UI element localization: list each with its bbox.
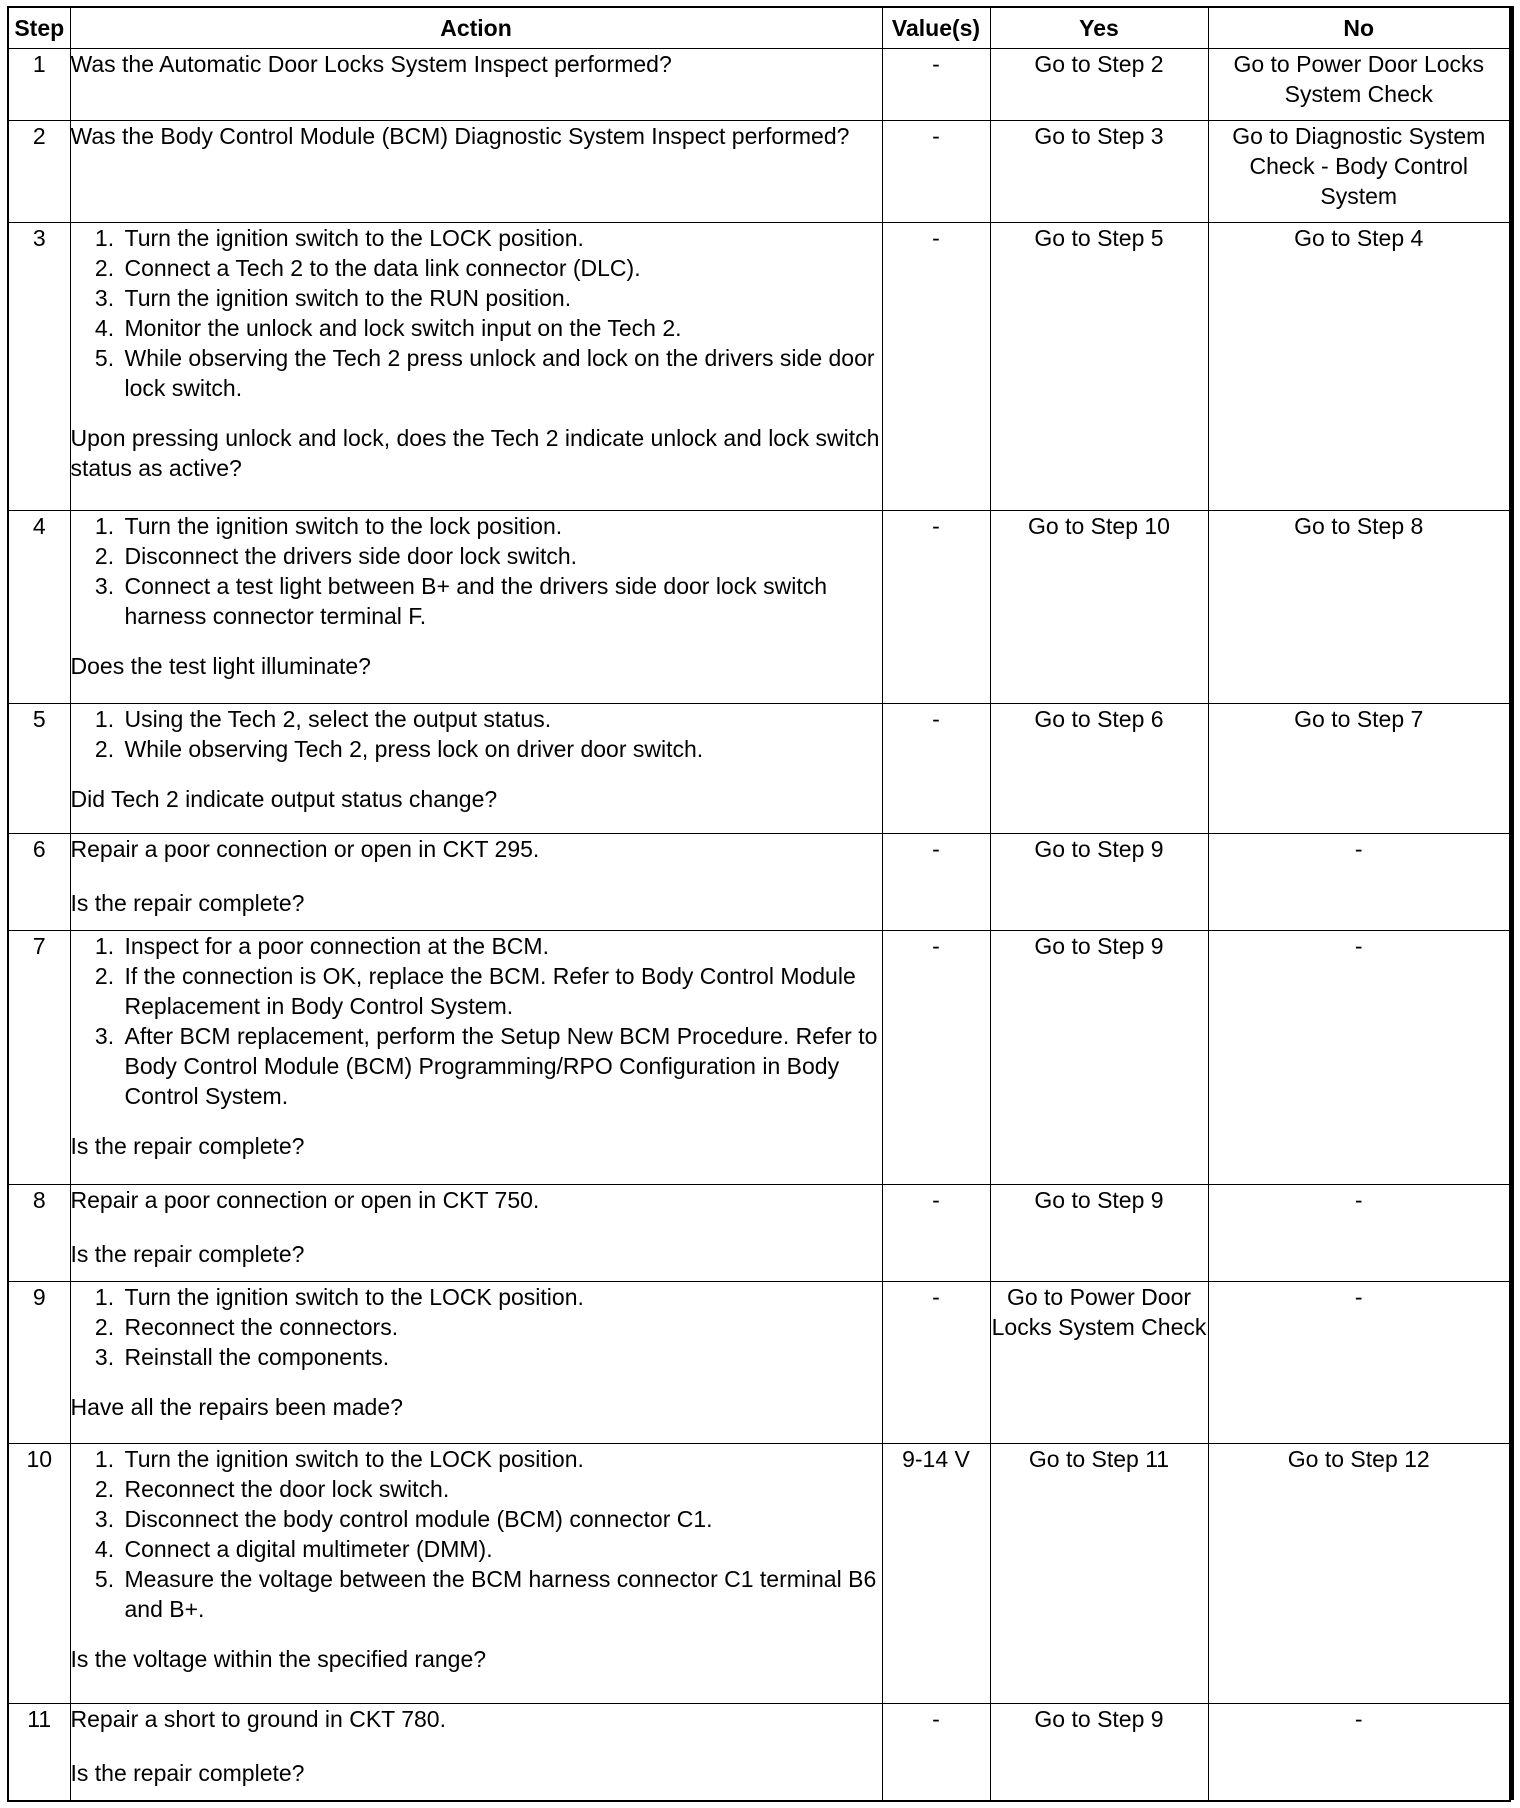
- yes-cell: Go to Step 9: [990, 1185, 1208, 1282]
- value-cell: -: [882, 121, 990, 223]
- header-yes: Yes: [990, 7, 1208, 49]
- value-cell: -: [882, 1704, 990, 1801]
- action-cell: [70, 931, 882, 1185]
- action-steps-list: [71, 511, 882, 631]
- no-cell: -: [1208, 834, 1510, 931]
- value-cell: -: [882, 834, 990, 931]
- list-item: 1. Turn the ignition switch to the LOCK position.: [121, 223, 882, 253]
- action-question: Is the voltage within the specified range?: [70, 1646, 487, 1672]
- header-no: No: [1208, 7, 1510, 49]
- step-number: 8: [8, 1185, 70, 1282]
- value-cell: -: [882, 49, 990, 121]
- list-item: 1. Turn the ignition switch to the LOCK position.: [121, 1282, 882, 1312]
- step-number: 2: [8, 121, 70, 223]
- no-cell: Go to Step 4: [1208, 223, 1510, 511]
- step-number: 5: [8, 704, 70, 834]
- action-cell: [70, 1282, 882, 1444]
- yes-cell: Go to Step 2: [990, 49, 1208, 121]
- list-item: 3. Disconnect the body control module (BCM) connector C1.: [121, 1504, 882, 1534]
- action-cell: [70, 1704, 882, 1801]
- yes-cell: Go to Step 6: [990, 704, 1208, 834]
- step-number: 6: [8, 834, 70, 931]
- action-cell: [70, 49, 882, 121]
- list-item: 4. Connect a digital multimeter (DMM).: [121, 1534, 882, 1564]
- list-item: 1. Turn the ignition switch to the lock position.: [121, 511, 882, 541]
- step-number: 9: [8, 1282, 70, 1444]
- action-text: Repair a poor connection or open in CKT 750.: [70, 1187, 540, 1213]
- action-question: Have all the repairs been made?: [70, 1394, 403, 1420]
- action-cell: [70, 1444, 882, 1704]
- yes-cell: Go to Step 10: [990, 511, 1208, 704]
- step-number: 10: [8, 1444, 70, 1704]
- table-row: [8, 1444, 1510, 1704]
- value-cell: -: [882, 931, 990, 1185]
- list-item: 1. Turn the ignition switch to the LOCK position.: [121, 1444, 882, 1474]
- header-values: Value(s): [882, 7, 990, 49]
- list-item: 2. While observing Tech 2, press lock on driver door switch.: [121, 734, 882, 764]
- step-number: 3: [8, 223, 70, 511]
- table-row: [8, 1704, 1510, 1801]
- no-cell: -: [1208, 1704, 1510, 1801]
- action-steps-list: [71, 931, 882, 1111]
- list-item: 5. While observing the Tech 2 press unlock and lock on the drivers side door lock switch.: [121, 343, 882, 403]
- value-cell: -: [882, 704, 990, 834]
- action-steps-list: [71, 1444, 882, 1624]
- action-question: Upon pressing unlock and lock, does the Tech 2 indicate unlock and lock switch status as active?: [70, 425, 880, 481]
- list-item: 2. Reconnect the door lock switch.: [121, 1474, 882, 1504]
- action-text: Repair a poor connection or open in CKT 295.: [70, 836, 540, 862]
- step-number: 11: [8, 1704, 70, 1801]
- table-header-row: [8, 7, 1510, 49]
- no-cell: Go to Step 8: [1208, 511, 1510, 704]
- action-cell: [70, 223, 882, 511]
- table-row: [8, 1282, 1510, 1444]
- yes-cell: Go to Step 9: [990, 931, 1208, 1185]
- step-number: 7: [8, 931, 70, 1185]
- action-question: Is the repair complete?: [70, 890, 305, 916]
- list-item: 2. Reconnect the connectors.: [121, 1312, 882, 1342]
- action-cell: [70, 834, 882, 931]
- yes-cell: Go to Step 9: [990, 1704, 1208, 1801]
- list-item: 4. Monitor the unlock and lock switch input on the Tech 2.: [121, 313, 882, 343]
- step-number: 1: [8, 49, 70, 121]
- action-question: Is the repair complete?: [70, 1241, 305, 1267]
- table-row: [8, 834, 1510, 931]
- page-edge-bar: [1510, 6, 1514, 1800]
- no-cell: Go to Diagnostic System Check - Body Control System: [1208, 121, 1510, 223]
- step-number: 4: [8, 511, 70, 704]
- table-row: [8, 121, 1510, 223]
- table-row: [8, 1185, 1510, 1282]
- list-item: 3. Reinstall the components.: [121, 1342, 882, 1372]
- table-row: [8, 49, 1510, 121]
- diagnostic-table: [7, 6, 1511, 1802]
- action-cell: [70, 511, 882, 704]
- list-item: 1. Using the Tech 2, select the output status.: [121, 704, 882, 734]
- list-item: 2. Disconnect the drivers side door lock switch.: [121, 541, 882, 571]
- action-cell: [70, 121, 882, 223]
- action-text: Repair a short to ground in CKT 780.: [70, 1706, 446, 1732]
- action-steps-list: [71, 704, 882, 764]
- yes-cell: Go to Power Door Locks System Check: [990, 1282, 1208, 1444]
- list-item: 3. Turn the ignition switch to the RUN position.: [121, 283, 882, 313]
- action-cell: [70, 704, 882, 834]
- value-cell: 9-14 V: [882, 1444, 990, 1704]
- table-row: [8, 931, 1510, 1185]
- no-cell: -: [1208, 1185, 1510, 1282]
- action-text: Was the Body Control Module (BCM) Diagnostic System Inspect performed?: [70, 123, 850, 149]
- action-question: Did Tech 2 indicate output status change?: [70, 786, 498, 812]
- action-steps-list: [71, 1282, 882, 1372]
- table-row: [8, 511, 1510, 704]
- action-text: Was the Automatic Door Locks System Inspect performed?: [70, 51, 672, 77]
- no-cell: Go to Step 12: [1208, 1444, 1510, 1704]
- list-item: 2. Connect a Tech 2 to the data link connector (DLC).: [121, 253, 882, 283]
- action-cell: [70, 1185, 882, 1282]
- action-question: Is the repair complete?: [70, 1133, 305, 1159]
- action-steps-list: [71, 223, 882, 403]
- no-cell: -: [1208, 1282, 1510, 1444]
- yes-cell: Go to Step 3: [990, 121, 1208, 223]
- value-cell: -: [882, 1282, 990, 1444]
- list-item: 5. Measure the voltage between the BCM harness connector C1 terminal B6 and B+.: [121, 1564, 882, 1624]
- list-item: 1. Inspect for a poor connection at the BCM.: [121, 931, 882, 961]
- list-item: 2. If the connection is OK, replace the BCM. Refer to Body Control Module Replacement in Body Control System.: [121, 961, 882, 1021]
- no-cell: Go to Power Door Locks System Check: [1208, 49, 1510, 121]
- list-item: 3. After BCM replacement, perform the Setup New BCM Procedure. Refer to Body Control Module (BCM) Programming/RPO Configuration in Body Control System.: [121, 1021, 882, 1111]
- action-question: Is the repair complete?: [70, 1760, 305, 1786]
- header-step: Step: [8, 7, 70, 49]
- action-question: Does the test light illuminate?: [70, 653, 371, 679]
- table-row: [8, 223, 1510, 511]
- diagnostic-table-frame: [7, 6, 1509, 1800]
- list-item: 3. Connect a test light between B+ and the drivers side door lock switch harness connector terminal F.: [121, 571, 882, 631]
- value-cell: -: [882, 1185, 990, 1282]
- no-cell: Go to Step 7: [1208, 704, 1510, 834]
- yes-cell: Go to Step 9: [990, 834, 1208, 931]
- table-row: [8, 704, 1510, 834]
- yes-cell: Go to Step 11: [990, 1444, 1208, 1704]
- value-cell: -: [882, 511, 990, 704]
- value-cell: -: [882, 223, 990, 511]
- yes-cell: Go to Step 5: [990, 223, 1208, 511]
- no-cell: -: [1208, 931, 1510, 1185]
- header-action: Action: [70, 7, 882, 49]
